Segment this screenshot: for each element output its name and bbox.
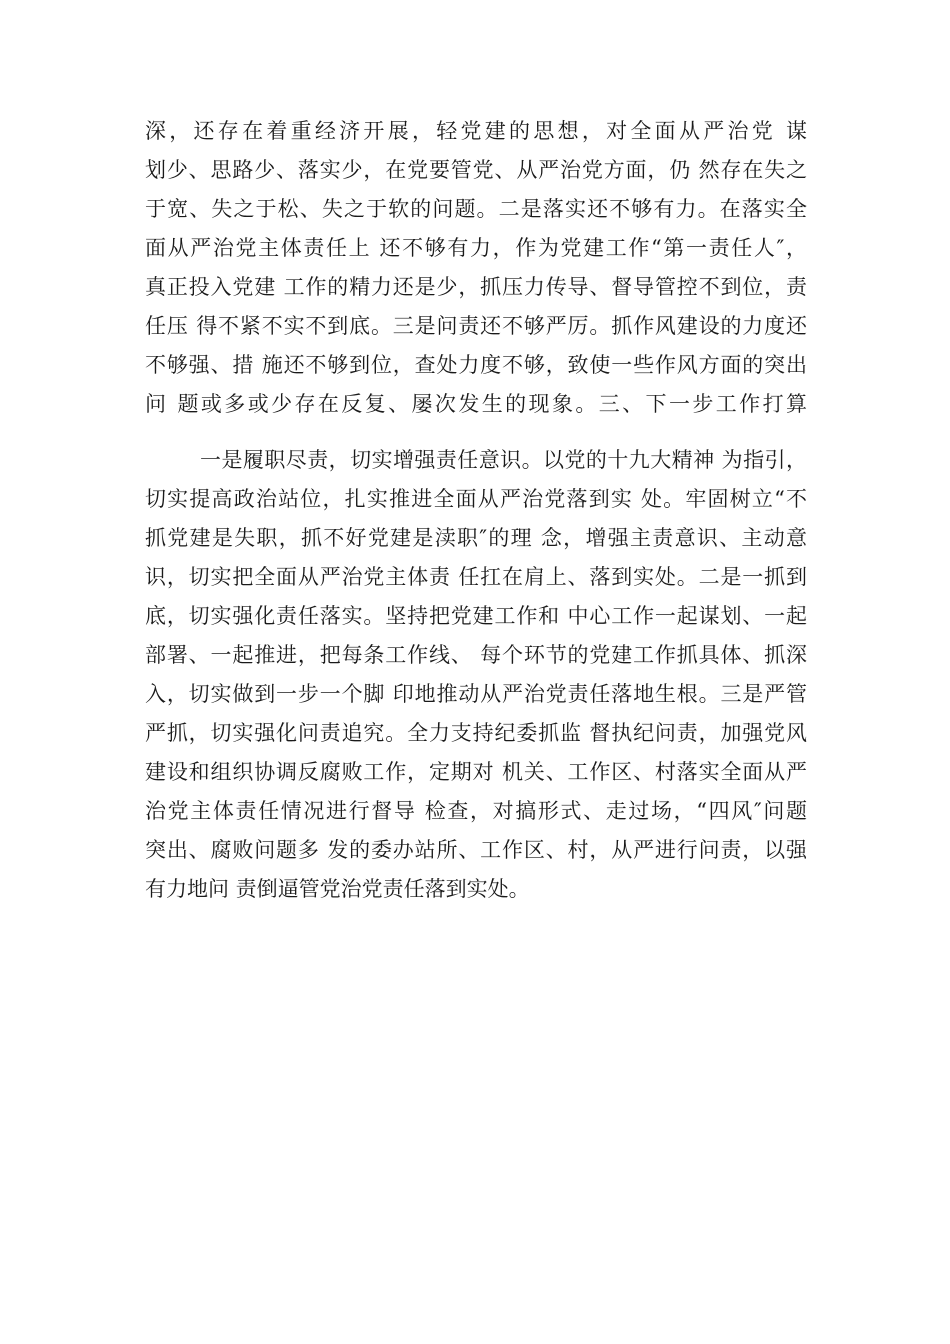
text-line: 入，切实做到一步一个脚 印地推动从严治党责任落地生根。三是严管 [145, 682, 807, 706]
text-line: 于宽、失之于松、失之于软的问题。二是落实还不够有力。在落实全 [145, 197, 807, 221]
text-line: 深，还存在着重经济开展，轻党建的思想，对全面从严治党 谋 [145, 119, 807, 143]
text-line: 面从严治党主体责任上 还不够有力，作为党建工作“第一责任人″， [145, 236, 807, 260]
text-line: 治党主体责任情况进行督导 检查，对搞形式、走过场，“四风″问题 [145, 799, 807, 823]
text-line: 识，切实把全面从严治党主体责 任扛在肩上、落到实处。二是一抓到 [145, 565, 807, 589]
text-line: 真正投入党建 工作的精力还是少，抓压力传导、督导管控不到位，责 [145, 275, 807, 299]
text-line: 建设和组织协调反腐败工作，定期对 机关、工作区、村落实全面从严 [145, 760, 807, 784]
text-line: 划少、思路少、落实少，在党要管党、从严治党方面，仍 然存在失之 [145, 158, 807, 182]
text-line: 底，切实强化责任落实。坚持把党建工作和 中心工作一起谋划、一起 [145, 604, 807, 628]
text-line: 不够强、措 施还不够到位，查处力度不够，致使一些作风方面的突出 [145, 353, 807, 377]
text-line: 部署、一起推进，把每条工作线、 每个环节的党建工作抓具体、抓深 [145, 643, 807, 667]
paragraph-next-steps [145, 441, 807, 909]
text-line: 有力地问 责倒逼管党治党责任落到实处。 [145, 877, 530, 901]
text-line: 抓党建是失职，抓不好党建是渎职″的理 念，增强主责意识、主动意 [145, 526, 807, 550]
text-line: 切实提高政治站位，扎实推进全面从严治党落到实 处。牢固树立“不 [145, 487, 807, 511]
text-line: 突出、腐败问题多 发的委办站所、工作区、村，从严进行问责，以强 [145, 838, 807, 862]
text-line: 一是履职尽责，切实增强责任意识。以党的十九大精神 为指引， [200, 448, 807, 472]
text-line: 问 题或多或少存在反复、屡次发生的现象。三、下一步工作打算 [145, 392, 807, 416]
text-line: 任压 得不紧不实不到底。三是问责还不够严厉。抓作风建设的力度还 [145, 314, 807, 338]
paragraph-problems [145, 112, 807, 424]
text-line: 严抓，切实强化问责追究。全力支持纪委抓监 督执纪问责，加强党风 [145, 721, 807, 745]
